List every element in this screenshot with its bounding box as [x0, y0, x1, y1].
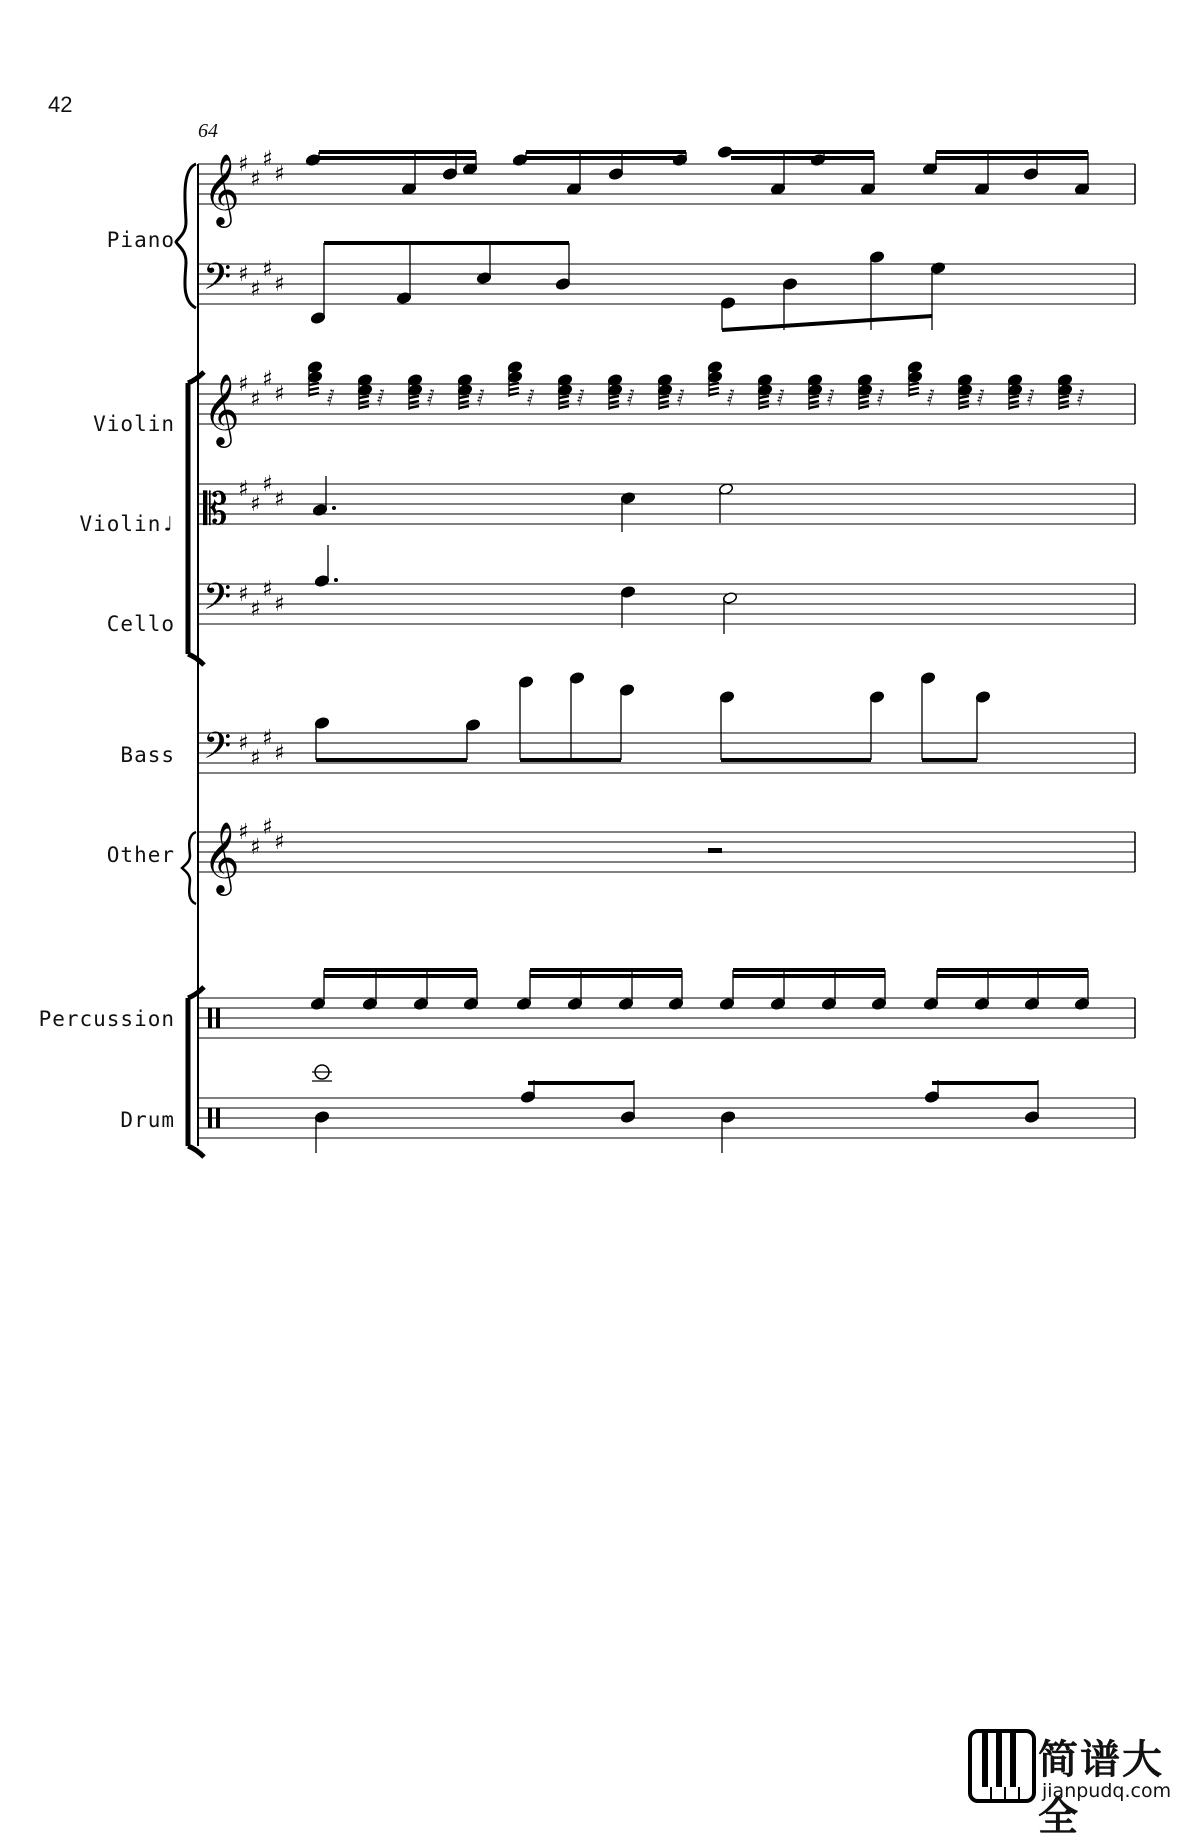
sharp-icon: ♯: [262, 472, 273, 497]
percussion-bracket: [188, 987, 204, 1157]
whole-rest-icon: [708, 848, 722, 853]
rest-icon: 𝅁: [327, 386, 335, 407]
sharp-icon: ♯: [262, 147, 273, 172]
sharp-icon: ♯: [238, 731, 249, 756]
sharp-icon: ♯: [238, 262, 249, 287]
staff-percussion: [198, 998, 1135, 1038]
clef-treble: 𝄞: [203, 820, 240, 893]
sharp-icon: ♯: [274, 830, 285, 855]
sharp-icon: ♯: [274, 592, 285, 617]
sharp-icon: ♯: [262, 577, 273, 602]
rest-icon: 𝅁: [477, 386, 485, 407]
sharp-icon: ♯: [274, 162, 285, 187]
sharp-icon: ♯: [238, 152, 249, 177]
sharp-icon: ♯: [250, 835, 261, 860]
rest-icon: 𝅁: [827, 386, 835, 407]
sharp-icon: ♯: [238, 372, 249, 397]
sharp-icon: ♯: [238, 820, 249, 845]
strings-bracket: [188, 372, 204, 665]
rest-icon: 𝅁: [627, 386, 635, 407]
instrument-label-cello: Cello: [106, 612, 175, 636]
instrument-label-drum: Drum: [120, 1108, 175, 1132]
clef-alto: 𝄡: [203, 484, 228, 535]
sharp-icon: ♯: [250, 387, 261, 412]
rest-icon: 𝅁: [777, 386, 785, 407]
sharp-icon: ♯: [262, 815, 273, 840]
sharp-icon: ♯: [250, 167, 261, 192]
rest-icon: 𝅁: [427, 386, 435, 407]
clef-bass: 𝄢: [203, 576, 232, 627]
rest-icon: 𝅁: [977, 386, 985, 407]
staff-drum: [198, 1098, 1135, 1138]
sharp-icon: ♯: [274, 272, 285, 297]
staff-piano-lh: [198, 264, 1135, 304]
rest-icon: 𝅁: [877, 386, 885, 407]
rest-icon: 𝅁: [927, 386, 935, 407]
rest-icon: 𝅁: [1077, 386, 1085, 407]
clef-bass: 𝄢: [203, 725, 232, 776]
rest-icon: 𝅁: [577, 386, 585, 407]
other-brace: [182, 832, 196, 904]
clef-bass: 𝄢: [203, 256, 232, 307]
watermark-url: jianpudq.com: [1042, 1780, 1172, 1802]
sharp-icon: ♯: [250, 597, 261, 622]
staff-lines: [198, 164, 1135, 1138]
sharp-icon: ♯: [274, 382, 285, 407]
rest-icon: 𝅁: [377, 386, 385, 407]
watermark-name: 简谱大全: [1038, 1737, 1164, 1840]
rest-icon: 𝅁: [677, 386, 685, 407]
instrument-label-bass: Bass: [120, 743, 175, 767]
staff-bass: [198, 733, 1135, 773]
sharp-icon: ♯: [238, 582, 249, 607]
sharp-icon: ♯: [250, 277, 261, 302]
staff-other: [198, 832, 1135, 872]
percussion-clef-icon: [208, 1108, 212, 1128]
sharp-icon: ♯: [274, 487, 285, 512]
rest-icon: 𝅁: [727, 386, 735, 407]
instrument-label-violin: Violin: [93, 412, 175, 436]
rest-icon: 𝅁: [527, 386, 535, 407]
piano-rh-note: [717, 146, 732, 159]
staff-violin2: [198, 484, 1135, 524]
staff-piano-rh: [198, 164, 1135, 204]
rest-icon: 𝅁: [1027, 386, 1035, 407]
instrument-label-other: Other: [106, 843, 175, 867]
sharp-icon: ♯: [262, 257, 273, 282]
sharp-icon: ♯: [262, 367, 273, 392]
sharp-icon: ♯: [262, 726, 273, 751]
clef-treble: 𝄞: [203, 372, 240, 445]
instrument-label-piano: Piano: [106, 228, 175, 252]
staff-cello: [198, 584, 1135, 624]
notes: [305, 146, 1089, 1153]
instrument-label-percussion: Percussion: [38, 1007, 175, 1031]
piano-brace: [176, 164, 196, 308]
instrument-label-violin-2: Violin♩: [79, 512, 175, 536]
sharp-icon: ♯: [238, 477, 249, 502]
sharp-icon: ♯: [274, 741, 285, 766]
percussion-clef-icon: [208, 1008, 212, 1028]
measure-number: 64: [198, 120, 218, 142]
sharp-icon: ♯: [250, 492, 261, 517]
page-number: 42: [48, 92, 73, 117]
sharp-icon: ♯: [250, 746, 261, 771]
clef-treble: 𝄞: [203, 152, 240, 225]
beam: [722, 316, 932, 330]
